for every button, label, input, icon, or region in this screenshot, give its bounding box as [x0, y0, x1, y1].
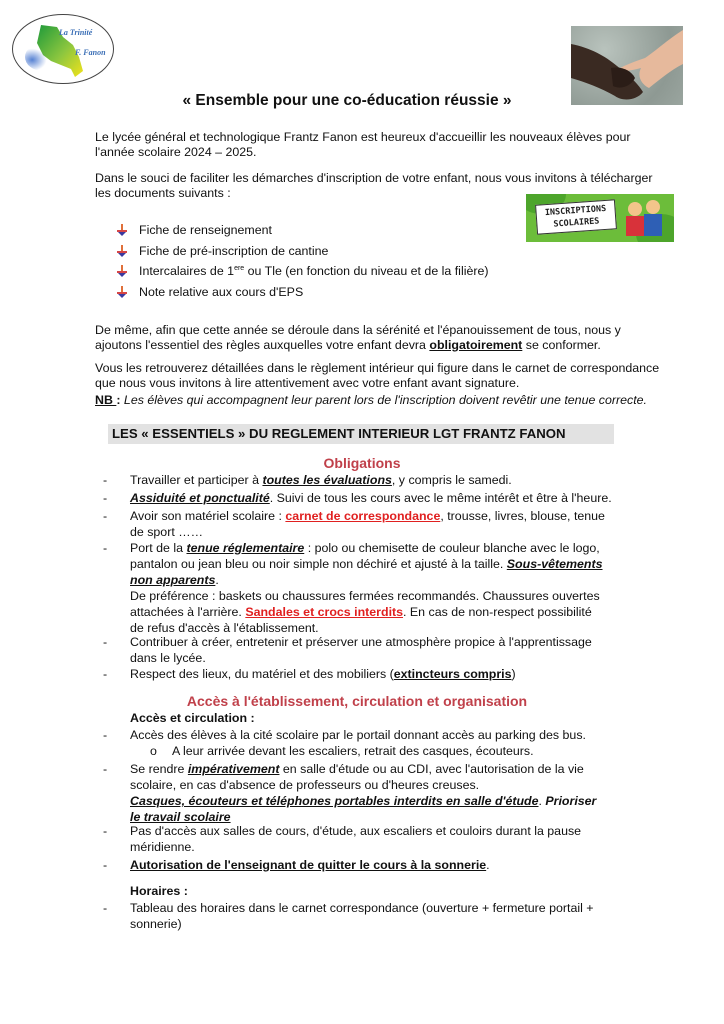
access-heading: [0, 693, 724, 709]
text-run: , y compris le samedi.: [391, 473, 512, 487]
rule-line: [130, 472, 690, 488]
dash-bullet: -: [103, 667, 108, 681]
rule-line: [130, 540, 690, 556]
emphasis: impérativement: [187, 762, 280, 776]
dash-bullet: -: [103, 491, 108, 505]
text-run: ): [511, 667, 516, 681]
dash-bullet: -: [103, 901, 108, 915]
paragraph-line: Vous les retrouverez détaillées dans le règlement intérieur qui figure dans le carnet de correspondance: [95, 361, 660, 375]
emphasis: Prioriser: [545, 794, 597, 808]
text-run: Avoir son matériel scolaire :: [130, 509, 286, 523]
obligations-heading: [0, 455, 724, 471]
download-arrow-icon: [116, 265, 128, 277]
access-subheading: Accès et circulation :: [130, 711, 255, 725]
reglement-paragraph: [95, 361, 720, 391]
nb-colon: :: [116, 393, 124, 407]
download-arrow-icon: [116, 245, 128, 257]
access-heading-text: Accès à l'établissement, circulation et organisation: [186, 693, 528, 709]
document-label: [139, 264, 488, 278]
inscriptions-line2: SCOLAIRES: [553, 216, 600, 230]
text-run: .: [486, 858, 490, 872]
rule-line: [130, 793, 690, 809]
dash-bullet: -: [103, 762, 108, 776]
text-run: en salle d'étude ou au CDI, avec l'autorisation de la vie: [279, 762, 584, 776]
emphasis: Sous-vêtements: [506, 557, 603, 571]
rules-intro-paragraph: [95, 323, 720, 353]
text-run: : polo ou chemisette de couleur blanche avec le logo,: [304, 541, 600, 555]
emphasis: extincteurs compris: [393, 667, 512, 681]
rule-line: [130, 508, 690, 524]
dash-bullet: -: [103, 635, 108, 649]
rule-line: [130, 572, 690, 588]
circle-bullet: o: [150, 744, 157, 758]
logo-text-town: La Trinité: [59, 28, 93, 37]
rule-line: Pas d'accès aux salles de cours, d'étude, aux escaliers et couloirs durant la pause: [130, 824, 582, 838]
rule-line: De préférence : baskets ou chaussures fermées recommandés. Chaussures ouvertes: [130, 589, 600, 603]
text-run: Respect des lieux, du matériel et des mobiliers (: [130, 667, 394, 681]
dash-bullet: -: [103, 858, 108, 872]
school-logo: [12, 14, 114, 84]
rule-line: [130, 604, 690, 620]
text-run: . Suivi de tous les cours avec le même intérêt et être à l'heure.: [269, 491, 612, 505]
rule-line: de refus d'accès à l'établissement.: [130, 621, 319, 635]
dash-bullet: -: [103, 473, 108, 487]
text-run: , trousse, livres, blouse, tenue: [440, 509, 605, 523]
dash-bullet: -: [103, 509, 108, 523]
rule-line: [130, 490, 690, 506]
emphasis: toutes les évaluations: [262, 473, 392, 487]
document-label-pre: Intercalaires de 1: [139, 264, 235, 278]
inscriptions-card: [535, 199, 617, 235]
intro-line: les documents suivants :: [95, 186, 231, 200]
text-run: Travailler et participer à: [130, 473, 263, 487]
paragraph-line: [95, 393, 720, 408]
paragraph-line: [95, 338, 720, 353]
download-arrow-icon: [116, 286, 128, 298]
text-run: pantalon ou jean bleu ou noir simple non déchiré et ajusté à la taille.: [130, 557, 507, 571]
rule-line: scolaire, en cas d'absence de professeurs ou d'heures creuses.: [130, 778, 480, 792]
dash-bullet: -: [103, 541, 108, 555]
rule-line: [130, 556, 690, 572]
inscriptions-line1: INSCRIPTIONS: [544, 203, 607, 219]
rule-line: Tableau des horaires dans le carnet correspondance (ouverture + fermeture portail +: [130, 901, 594, 915]
paragraph-line: que nous vous invitons à lire attentivement avec votre enfant avant signature.: [95, 376, 520, 390]
text-run: .: [215, 573, 219, 587]
emphasis: tenue réglementaire: [186, 541, 305, 555]
text-run: Port de la: [130, 541, 187, 555]
text-run: attachées à l'arrière.: [130, 605, 246, 619]
emphasis-obligatoirement: obligatoirement: [429, 338, 523, 352]
text-run: se conformer.: [522, 338, 601, 352]
logo-text-name: F. Fanon: [75, 48, 106, 57]
intro-paragraph-1: [95, 130, 720, 160]
rule-line: A leur arrivée devant les escaliers, retrait des casques, écouteurs.: [172, 744, 534, 758]
rule-line: [130, 761, 690, 777]
paragraph-line: De même, afin que cette année se déroule dans la sérénité et l'épanouissement de tous, nous y: [95, 323, 621, 337]
rule-line: méridienne.: [130, 840, 195, 854]
dash-bullet: -: [103, 824, 108, 838]
text-run: Se rendre: [130, 762, 188, 776]
intro-line: Le lycée général et technologique Frantz Fanon est heureux d'accueillir les nouveaux élèves pour: [95, 130, 631, 144]
document-label: Note relative aux cours d'EPS: [139, 284, 304, 299]
nb-label: NB: [95, 393, 117, 407]
inscriptions-scolaires-image: [526, 194, 674, 242]
rule-line: [130, 857, 690, 873]
intro-line: Dans le souci de faciliter les démarches d'inscription de votre enfant, nous vous invitons à télécharger: [95, 171, 653, 185]
document-label-sup: ere: [234, 264, 245, 272]
emphasis-red: carnet de correspondance: [285, 509, 441, 523]
dash-bullet: -: [103, 728, 108, 742]
download-arrow-icon: [116, 224, 128, 236]
horaires-subheading: Horaires :: [130, 884, 188, 898]
rule-line: [130, 666, 690, 682]
rule-line: dans le lycée.: [130, 651, 206, 665]
essentials-heading: LES « ESSENTIELS » DU REGLEMENT INTERIEUR LGT FRANTZ FANON: [112, 426, 566, 441]
emphasis: non apparents: [130, 573, 216, 587]
nb-note: [95, 393, 720, 408]
emphasis-red: Sandales et crocs interdits: [245, 605, 404, 619]
emphasis: Assiduité et ponctualité: [130, 491, 270, 505]
document-label: Fiche de renseignement: [139, 223, 272, 237]
rule-line: de sport ……: [130, 525, 203, 539]
emphasis: le travail scolaire: [130, 810, 231, 824]
document-label: Fiche de pré-inscription de cantine: [139, 243, 329, 258]
obligations-heading-text: Obligations: [323, 455, 401, 471]
page-title-text: « Ensemble pour une co-éducation réussie »: [182, 92, 512, 109]
text-run: ajoutons l'essentiel des règles auxquelles votre enfant devra: [95, 338, 430, 352]
text-run: .: [538, 794, 546, 808]
rule-line: Contribuer à créer, entretenir et préserver une atmosphère propice à l'apprentissage: [130, 635, 592, 649]
emphasis: Autorisation de l'enseignant de quitter le cours à la sonnerie: [130, 858, 487, 872]
text-run: . En cas de non-respect possibilité: [403, 605, 592, 619]
rule-line: Accès des élèves à la cité scolaire par le portail donnant accès au parking des bus.: [130, 728, 586, 742]
page-title: [0, 92, 724, 110]
emphasis: Casques, écouteurs et téléphones portables interdits en salle d'étude: [130, 794, 539, 808]
intro-line: l'année scolaire 2024 – 2025.: [95, 145, 257, 159]
nb-text: Les élèves qui accompagnent leur parent lors de l'inscription doivent revêtir une tenue correcte.: [123, 393, 647, 407]
document-label-post: ou Tle (en fonction du niveau et de la filière): [244, 264, 489, 278]
rule-line: sonnerie): [130, 917, 182, 931]
